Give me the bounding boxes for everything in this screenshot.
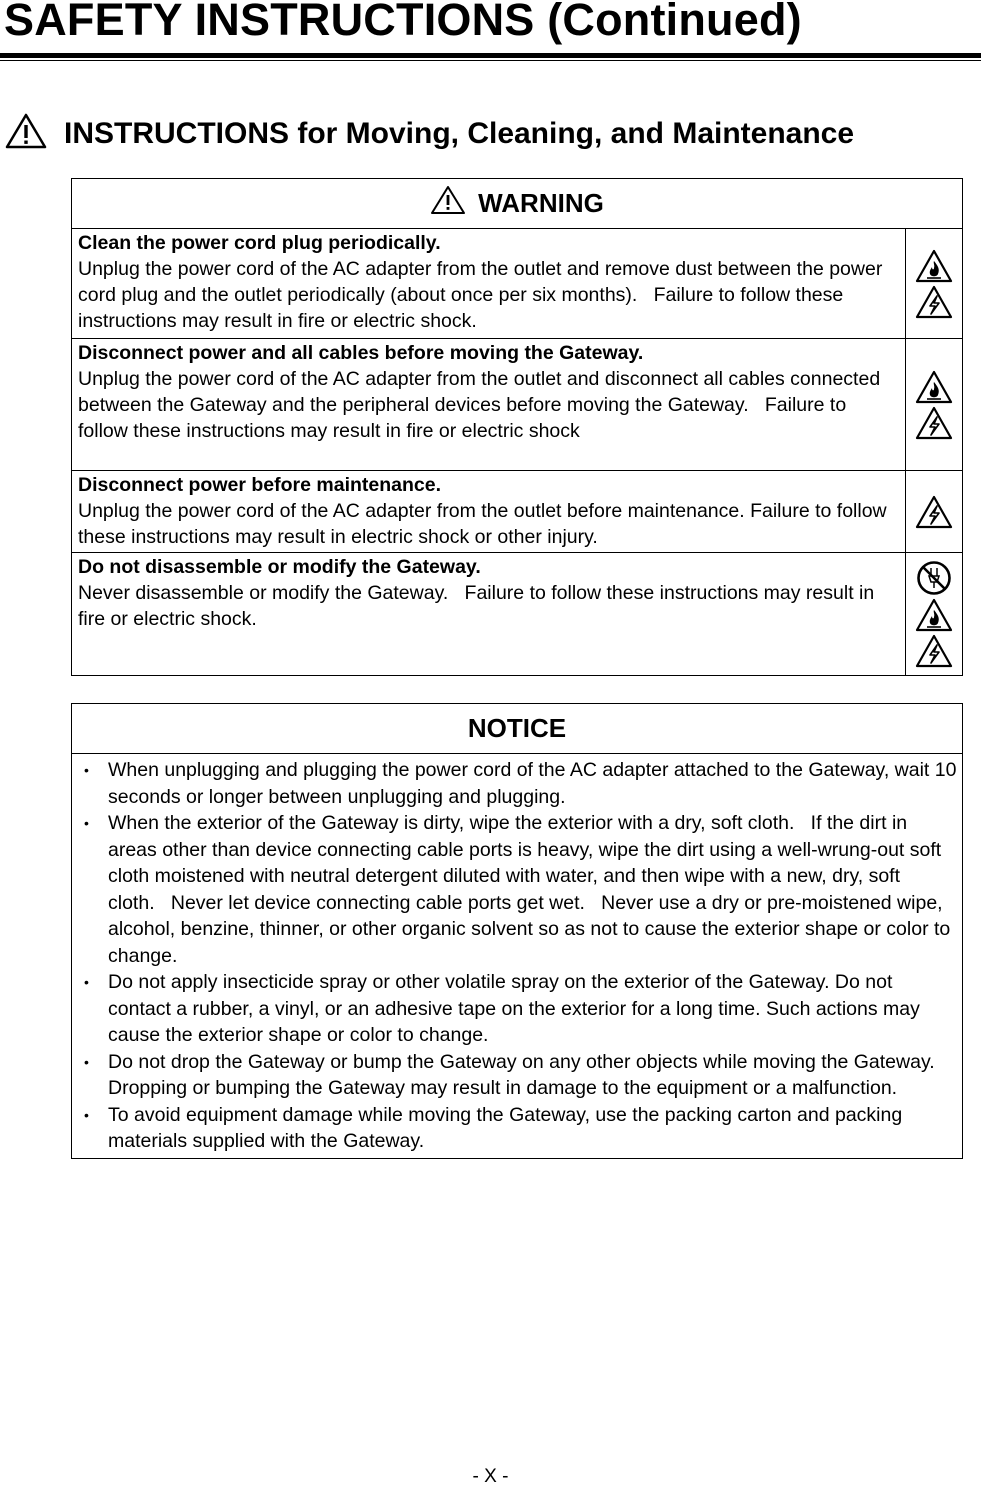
bullet-icon: • — [84, 974, 89, 990]
warning-row-text: Unplug the power cord of the AC adapter from the outlet and disconnect all cables connected between the Gateway and the peripheral devices before moving the Gateway. Failure to follow these instructions may result in fire or electric shock — [78, 368, 881, 442]
electric-shock-icon — [906, 285, 962, 319]
notice-header: NOTICE — [72, 704, 963, 754]
electric-shock-icon — [906, 495, 962, 529]
bullet-icon: • — [84, 815, 89, 831]
title-rule-thin — [0, 60, 981, 61]
warning-row-text: Unplug the power cord of the AC adapter from the outlet and remove dust between the power cord plug and the outlet periodically (about once per six months). Failure to follow these instructions may result in fire or electric shock. — [78, 258, 883, 332]
warning-row-text: Unplug the power cord of the AC adapter from the outlet before maintenance. Failure to follow these instructions may result in electric shock or other injury. — [78, 500, 887, 548]
notice-table — [71, 703, 963, 1159]
notice-item-text: Do not apply insecticide spray or other volatile spray on the exterior of the Gateway. Do not contact a rubber, a vinyl, or an adhesive tape on the exterior for a long time. Such actions may cause the exterior shape or color to change. — [108, 971, 920, 1046]
page-number: - X - — [472, 1466, 509, 1487]
caution-triangle-icon — [4, 112, 48, 155]
list-item — [78, 969, 958, 1049]
bullet-icon: • — [84, 762, 89, 778]
warning-row-title: Clean the power cord plug periodically. — [78, 232, 441, 254]
caution-triangle-icon — [430, 185, 466, 222]
electric-shock-icon — [906, 634, 962, 668]
notice-item-text: When the exterior of the Gateway is dirty, wipe the exterior with a dry, soft cloth. If the dirt in areas other than device connecting cable ports is heavy, wipe the dirt using a well-wrung-out soft cloth moistened with neutral detergent diluted with water, and then wipe with a new, dry, soft cloth. Never let device connecting cable ports get wet. Never use a dry or pre-moistened wipe, alcohol, benzine, thinner, or other organic solvent so as not to cause the exterior shape or color to change. — [108, 812, 951, 967]
notice-item-text: Do not drop the Gateway or bump the Gateway on any other objects while moving the Gateway. Dropping or bumping the Gateway may result in damage to the equipment or a malfunction. — [108, 1050, 935, 1099]
notice-list — [78, 757, 958, 1155]
notice-item-text: When unplugging and plugging the power cord of the AC adapter attached to the Gateway, wait 10 seconds or longer between unplugging and plugging. — [108, 759, 957, 808]
electric-shock-icon — [906, 406, 962, 440]
warning-header-label: WARNING — [478, 188, 604, 218]
fire-hazard-icon — [906, 598, 962, 632]
fire-hazard-icon — [906, 249, 962, 283]
warning-header — [72, 179, 963, 229]
title-rule — [0, 53, 981, 58]
list-item — [78, 1049, 958, 1102]
warning-row — [72, 229, 963, 339]
warning-row-icons — [906, 553, 963, 676]
list-item — [78, 810, 958, 969]
warning-row — [72, 553, 963, 676]
no-disassembly-icon — [906, 560, 962, 596]
warning-table — [71, 178, 963, 676]
warning-row-text: Never disassemble or modify the Gateway. Failure to follow these instructions may result in fire or electric shock. — [78, 582, 875, 630]
warning-row-icons — [906, 471, 963, 553]
warning-row — [72, 339, 963, 471]
notice-item-text: To avoid equipment damage while moving the Gateway, use the packing carton and packing materials supplied with the Gateway. — [108, 1103, 903, 1152]
section-heading-text: INSTRUCTIONS for Moving, Cleaning, and Maintenance — [64, 116, 855, 150]
list-item — [78, 757, 958, 810]
list-item — [78, 1102, 958, 1155]
notice-body — [72, 754, 963, 1159]
warning-row-icons — [906, 339, 963, 471]
section-heading — [4, 112, 854, 155]
bullet-icon: • — [84, 1053, 89, 1070]
warning-row-title: Disconnect power before maintenance. — [78, 474, 442, 496]
warning-row — [72, 471, 963, 553]
warning-row-title: Disconnect power and all cables before moving the Gateway. — [78, 342, 644, 364]
warning-row-title: Do not disassemble or modify the Gateway. — [78, 556, 481, 578]
fire-hazard-icon — [906, 370, 962, 404]
bullet-icon: • — [84, 1106, 89, 1123]
page-title: SAFETY INSTRUCTIONS (Continued) — [4, 0, 802, 45]
warning-row-icons — [906, 229, 963, 339]
